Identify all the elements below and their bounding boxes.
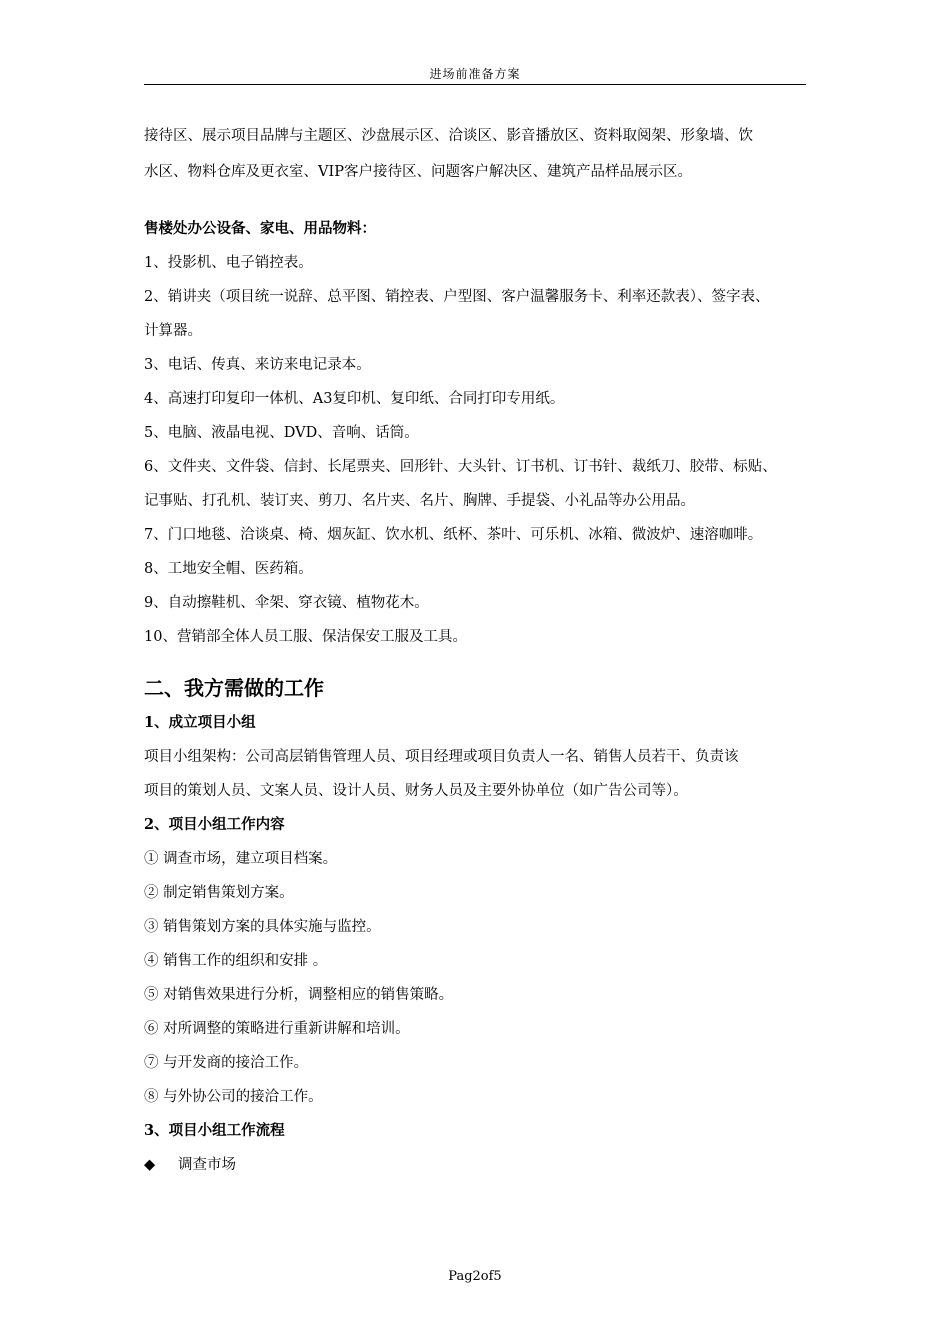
team-structure-line-2: 项目的策划人员、文案人员、设计人员、财务人员及主要外协单位（如广告公司等）。: [144, 783, 688, 799]
page-header-title: 进场前准备方案: [429, 67, 521, 81]
list-item: 7、门口地毯、洽谈桌、椅、烟灰缸、饮水机、纸杯、茶叶、可乐机、冰箱、微波炉、速溶咖啡。: [144, 527, 763, 543]
list-item: ① 调查市场，建立项目档案。: [144, 851, 338, 867]
list-item: 1、投影机、电子销控表。: [144, 255, 313, 271]
list-item: 8、工地安全帽、医药箱。: [144, 561, 313, 577]
list-item: 9、自动擦鞋机、伞架、穿衣镜、植物花木。: [144, 595, 429, 611]
list-item: ⑧ 与外协公司的接洽工作。: [144, 1089, 323, 1105]
intro-line-1: 接待区、展示项目品牌与主题区、沙盘展示区、洽谈区、影音播放区、资料取阅架、形象墙、饮: [144, 128, 753, 144]
list-item: ④ 销售工作的组织和安排 。: [144, 953, 328, 969]
list-item: ⑦ 与开发商的接洽工作。: [144, 1055, 309, 1071]
header-rule: [144, 84, 806, 85]
list-item: ② 制定销售策划方案。: [144, 885, 294, 901]
intro-line-2: 水区、物料仓库及更衣室、VIP客户接待区、问题客户解决区、建筑产品样品展示区。: [144, 164, 692, 180]
intro-paragraph: [144, 118, 816, 190]
list-item: 2、销讲夹（项目统一说辞、总平图、销控表、户型图、客户温馨服务卡、利率还款表）、签字表、: [144, 289, 770, 305]
document-body: [144, 118, 816, 1182]
list-item: ⑤ 对销售效果进行分析，调整相应的销售策略。: [144, 987, 454, 1003]
page-number: Pag2of5: [448, 1269, 502, 1284]
list-item: 3、电话、传真、来访来电记录本。: [144, 357, 371, 373]
work-content-list: [144, 842, 816, 1114]
section-title: 二、我方需做的工作: [144, 676, 324, 700]
list-item: 记事贴、打孔机、装订夹、剪刀、名片夹、名片、胸牌、手提袋、小礼品等办公用品。: [144, 493, 695, 509]
equipment-list: [144, 246, 816, 654]
list-item: 6、文件夹、文件袋、信封、长尾票夹、回形针、大头针、订书机、订书针、裁纸刀、胶带、标贴、: [144, 459, 777, 475]
subsection-heading-1: 1、成立项目小组: [144, 714, 256, 731]
bullet-text: 调查市场: [178, 1157, 236, 1173]
subsection-heading-3: 3、项目小组工作流程: [144, 1122, 285, 1139]
list-item: 10、营销部全体人员工服、保洁保安工服及工具。: [144, 629, 467, 645]
list-item: 计算器。: [144, 323, 202, 339]
bullet-item: [144, 1148, 816, 1182]
list-item: ③ 销售策划方案的具体实施与监控。: [144, 919, 381, 935]
team-structure-line-1: 项目小组架构：公司高层销售管理人员、项目经理或项目负责人一名、销售人员若干、负责该: [144, 749, 739, 765]
equipment-heading: 售楼处办公设备、家电、用品物料：: [144, 220, 376, 237]
subsection-heading-2: 2、项目小组工作内容: [144, 816, 285, 833]
diamond-bullet-icon: ◆: [144, 1157, 156, 1173]
spacer: [144, 654, 816, 670]
list-item: 4、高速打印复印一体机、A3复印机、复印纸、合同打印专用纸。: [144, 391, 565, 407]
list-item: 5、电脑、液晶电视、DVD、音响、话筒。: [144, 425, 419, 441]
spacer: [144, 190, 816, 212]
list-item: ⑥ 对所调整的策略进行重新讲解和培训。: [144, 1021, 410, 1037]
